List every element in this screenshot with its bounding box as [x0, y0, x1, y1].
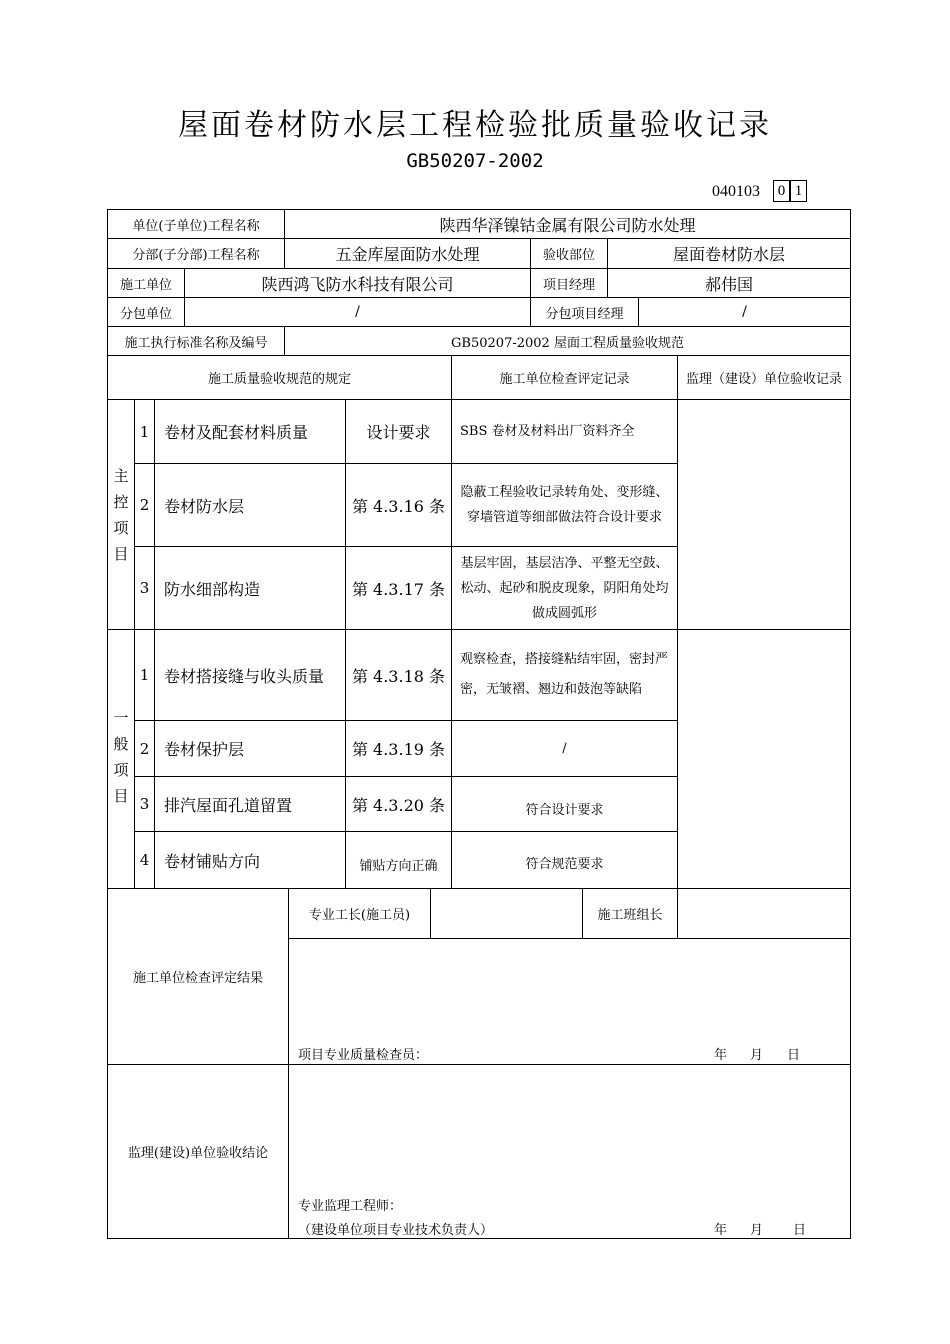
- main-item-1-requirement: 设计要求: [366, 423, 431, 442]
- record-code-box-1: 0: [773, 180, 790, 202]
- sub-project-label: 分部(子分部)工程名称: [132, 248, 260, 263]
- column-check-record: 施工单位检查评定记录: [499, 372, 630, 387]
- general-item-2-name: 卷材保护层: [164, 740, 245, 759]
- acceptance-part-label: 验收部位: [542, 248, 595, 263]
- record-code-box-2: 1: [790, 180, 807, 202]
- construction-date-year: 年: [714, 1048, 728, 1063]
- general-item-1-no: 1: [139, 666, 150, 684]
- main-item-2-record: 隐蔽工程验收记录转角处、变形缝、穿墙管道等细部做法符合设计要求: [460, 485, 669, 525]
- construction-unit-label: 施工单位: [119, 277, 172, 293]
- column-spec: 施工质量验收规范的规定: [207, 372, 351, 387]
- supervision-result-label: 监理(建设)单位验收结论: [127, 1146, 269, 1161]
- team-leader-value: [678, 889, 850, 938]
- general-item-4-record: 符合规范要求: [525, 856, 604, 872]
- column-supervision-record: 监理（建设）单位验收记录: [685, 372, 842, 387]
- acceptance-part-value: 屋面卷材防水层: [672, 245, 785, 264]
- main-item-3-requirement: 第 4.3.17 条: [351, 579, 446, 599]
- main-item-3-no: 3: [139, 579, 150, 597]
- standard-label: 施工执行标准名称及编号: [124, 335, 268, 351]
- owner-technical-lead-label: （建设单位项目专业技术负责人）: [298, 1223, 494, 1238]
- construction-date-month: 月: [750, 1048, 764, 1063]
- general-item-3-requirement: 第 4.3.20 条: [351, 795, 446, 815]
- construction-unit-value: 陕西鸿飞防水科技有限公司: [261, 274, 454, 294]
- unit-project-value: 陕西华泽镍钴金属有限公司防水处理: [439, 215, 696, 235]
- page-title: 屋面卷材防水层工程检验批质量验收记录: [178, 108, 772, 143]
- supervision-date-day: 日: [793, 1223, 807, 1238]
- main-item-2-no: 2: [139, 496, 150, 514]
- standard-value: GB50207-2002 屋面工程质量验收规范: [451, 335, 684, 351]
- main-item-1-no: 1: [139, 422, 150, 441]
- record-code: 040103: [712, 183, 760, 200]
- general-item-4-requirement: 铺贴方向正确: [359, 858, 438, 874]
- sub-project-value: 五金库屋面防水处理: [335, 245, 480, 264]
- unit-project-label: 单位(子单位)工程名称: [132, 218, 260, 234]
- supervision-engineer-label: 专业监理工程师：: [298, 1199, 403, 1214]
- main-control-group-label: 主控项目: [113, 467, 129, 563]
- main-item-2-name: 卷材防水层: [164, 496, 245, 516]
- team-leader-label: 施工班组长: [597, 908, 663, 923]
- general-item-2-no: 2: [139, 739, 150, 758]
- project-manager-value: 郝伟国: [704, 274, 753, 294]
- sub-manager-label: 分包项目经理: [545, 306, 624, 322]
- general-item-1-record: 观察检查，搭接缝粘结牢固，密封严密，无皱褶、翘边和鼓泡等缺陷: [460, 652, 669, 697]
- main-item-3-name: 防水细部构造: [164, 579, 261, 599]
- general-item-2-record: /: [562, 741, 567, 756]
- general-item-1-requirement: 第 4.3.18 条: [351, 666, 446, 686]
- general-item-2-requirement: 第 4.3.19 条: [351, 740, 446, 759]
- main-item-2-requirement: 第 4.3.16 条: [351, 496, 446, 516]
- main-item-1-record: SBS 卷材及材料出厂资料齐全: [460, 424, 635, 439]
- general-item-3-name: 排汽屋面孔道留置: [164, 795, 293, 815]
- project-manager-label: 项目经理: [542, 277, 595, 293]
- construction-result-label: 施工单位检查评定结果: [132, 971, 263, 986]
- subcontractor-label: 分包单位: [119, 306, 172, 322]
- supervision-date-month: 月: [750, 1223, 764, 1238]
- foreman-label: 专业工长(施工员): [308, 908, 411, 923]
- main-item-1-name: 卷材及配套材料质量: [164, 423, 309, 442]
- general-item-3-no: 3: [139, 795, 150, 813]
- general-group-label: 一般项目: [113, 709, 129, 805]
- subcontractor-value: /: [355, 304, 360, 320]
- main-item-3-record: 基层牢固，基层洁净、平整无空鼓、松动、起砂和脱皮现象，阴阳角处均做成圆弧形: [460, 555, 669, 621]
- quality-inspector-label: 项目专业质量检查员：: [298, 1048, 429, 1063]
- general-item-3-record: 符合设计要求: [525, 803, 604, 818]
- general-item-1-name: 卷材搭接缝与收头质量: [164, 666, 325, 686]
- construction-date-day: 日: [787, 1048, 801, 1063]
- sub-manager-value: /: [742, 304, 747, 320]
- foreman-value: [431, 889, 582, 938]
- general-item-4-no: 4: [139, 851, 150, 869]
- standard-code: GB50207-2002: [406, 150, 544, 172]
- supervision-date-year: 年: [714, 1223, 728, 1238]
- general-item-4-name: 卷材铺贴方向: [164, 851, 261, 871]
